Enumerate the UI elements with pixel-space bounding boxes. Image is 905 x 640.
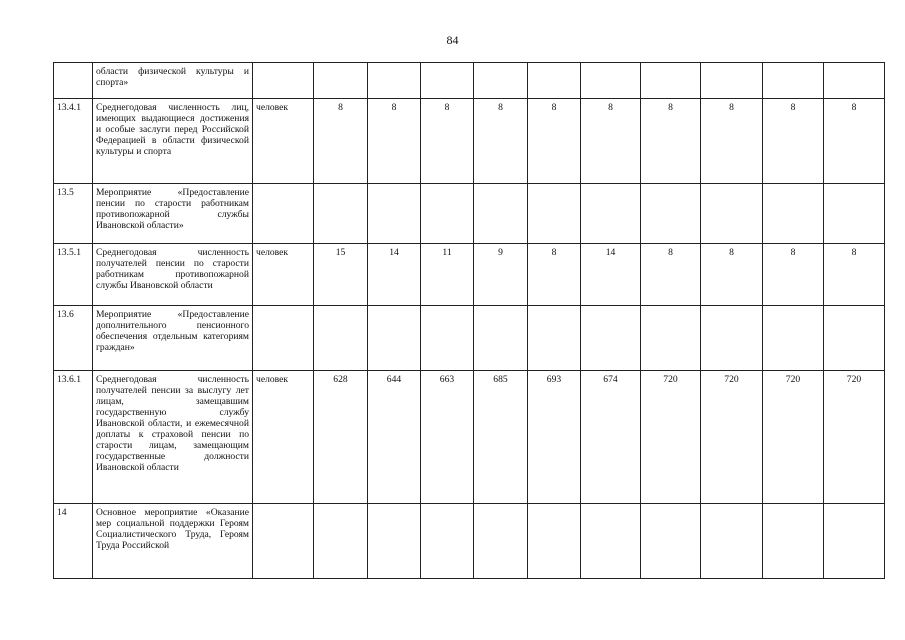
row-number: 13.5.1: [54, 244, 93, 306]
value-cell: [368, 63, 421, 99]
value-cell: 8: [824, 244, 885, 306]
value-cell: [824, 184, 885, 244]
value-cell: [763, 306, 824, 371]
value-cell: [314, 504, 368, 579]
row-description: области физической культуры и спорта»: [93, 63, 253, 99]
value-cell: [528, 306, 581, 371]
row-description: Среднегодовая численность получателей пенсии за выслугу лет лицам, замещавшим государственную службу Ивановской области, и ежемесячной доплаты к страховой пенсии по старости лицам, замещающим государственные должности Ивановской области: [93, 371, 253, 504]
value-cell: [474, 306, 528, 371]
value-cell: 8: [474, 99, 528, 184]
value-cell: 8: [368, 99, 421, 184]
value-cell: 8: [701, 244, 763, 306]
value-cell: 693: [528, 371, 581, 504]
value-cell: [421, 184, 474, 244]
value-cell: [528, 184, 581, 244]
value-cell: 628: [314, 371, 368, 504]
value-cell: [763, 184, 824, 244]
value-cell: 15: [314, 244, 368, 306]
row-description: Мероприятие «Предоставление дополнительного пенсионного обеспечения отдельным категориям граждан»: [93, 306, 253, 371]
value-cell: [701, 306, 763, 371]
row-number: 13.4.1: [54, 99, 93, 184]
row-unit: [253, 63, 314, 99]
value-cell: [763, 63, 824, 99]
value-cell: 720: [641, 371, 701, 504]
value-cell: 11: [421, 244, 474, 306]
value-cell: [581, 504, 641, 579]
value-cell: [641, 306, 701, 371]
value-cell: 14: [581, 244, 641, 306]
value-cell: [474, 504, 528, 579]
value-cell: 685: [474, 371, 528, 504]
value-cell: 8: [528, 99, 581, 184]
value-cell: 720: [763, 371, 824, 504]
row-unit: [253, 184, 314, 244]
value-cell: [474, 184, 528, 244]
value-cell: [641, 504, 701, 579]
value-cell: [701, 63, 763, 99]
value-cell: [368, 504, 421, 579]
value-cell: 8: [528, 244, 581, 306]
row-description: Среднегодовая численность лиц, имеющих выдающиеся достижения и особые заслуги перед Российской Федерацией в области физической культуры и спорта: [93, 99, 253, 184]
row-unit: человек: [253, 244, 314, 306]
value-cell: [581, 306, 641, 371]
value-cell: 9: [474, 244, 528, 306]
value-cell: [641, 63, 701, 99]
row-number: 13.5: [54, 184, 93, 244]
value-cell: 8: [763, 244, 824, 306]
table-row: [54, 63, 885, 99]
row-number: [54, 63, 93, 99]
value-cell: [368, 184, 421, 244]
value-cell: 720: [701, 371, 763, 504]
value-cell: [701, 184, 763, 244]
value-cell: [824, 63, 885, 99]
value-cell: 8: [641, 244, 701, 306]
value-cell: [824, 306, 885, 371]
value-cell: [314, 63, 368, 99]
page-number: 84: [446, 33, 459, 47]
row-unit: человек: [253, 371, 314, 504]
table-row: [54, 371, 885, 504]
table-row: [54, 184, 885, 244]
indicators-table: [53, 62, 885, 579]
value-cell: 8: [314, 99, 368, 184]
value-cell: 674: [581, 371, 641, 504]
value-cell: [824, 504, 885, 579]
table-row: [54, 306, 885, 371]
value-cell: [528, 504, 581, 579]
value-cell: [528, 63, 581, 99]
value-cell: 8: [701, 99, 763, 184]
value-cell: 663: [421, 371, 474, 504]
value-cell: [314, 306, 368, 371]
value-cell: 8: [824, 99, 885, 184]
row-number: 14: [54, 504, 93, 579]
value-cell: [368, 306, 421, 371]
value-cell: [701, 504, 763, 579]
value-cell: [421, 63, 474, 99]
row-number: 13.6.1: [54, 371, 93, 504]
row-unit: [253, 504, 314, 579]
row-description: Мероприятие «Предоставление пенсии по старости работникам противопожарной службы Ивановской области»: [93, 184, 253, 244]
value-cell: [314, 184, 368, 244]
value-cell: 8: [641, 99, 701, 184]
row-unit: человек: [253, 99, 314, 184]
value-cell: [474, 63, 528, 99]
value-cell: [763, 504, 824, 579]
value-cell: 8: [421, 99, 474, 184]
row-number: 13.6: [54, 306, 93, 371]
value-cell: [421, 504, 474, 579]
row-description: Основное мероприятие «Оказание мер социальной поддержки Героям Социалистического Труда, Героям Труда Российской: [93, 504, 253, 579]
table-row: [54, 99, 885, 184]
table-row: [54, 504, 885, 579]
table-row: [54, 244, 885, 306]
row-description: Среднегодовая численность получателей пенсии по старости работникам противопожарной службы Ивановской области: [93, 244, 253, 306]
value-cell: [581, 184, 641, 244]
value-cell: 644: [368, 371, 421, 504]
value-cell: 720: [824, 371, 885, 504]
value-cell: [641, 184, 701, 244]
value-cell: [581, 63, 641, 99]
value-cell: 8: [763, 99, 824, 184]
value-cell: 14: [368, 244, 421, 306]
value-cell: 8: [581, 99, 641, 184]
row-unit: [253, 306, 314, 371]
value-cell: [421, 306, 474, 371]
